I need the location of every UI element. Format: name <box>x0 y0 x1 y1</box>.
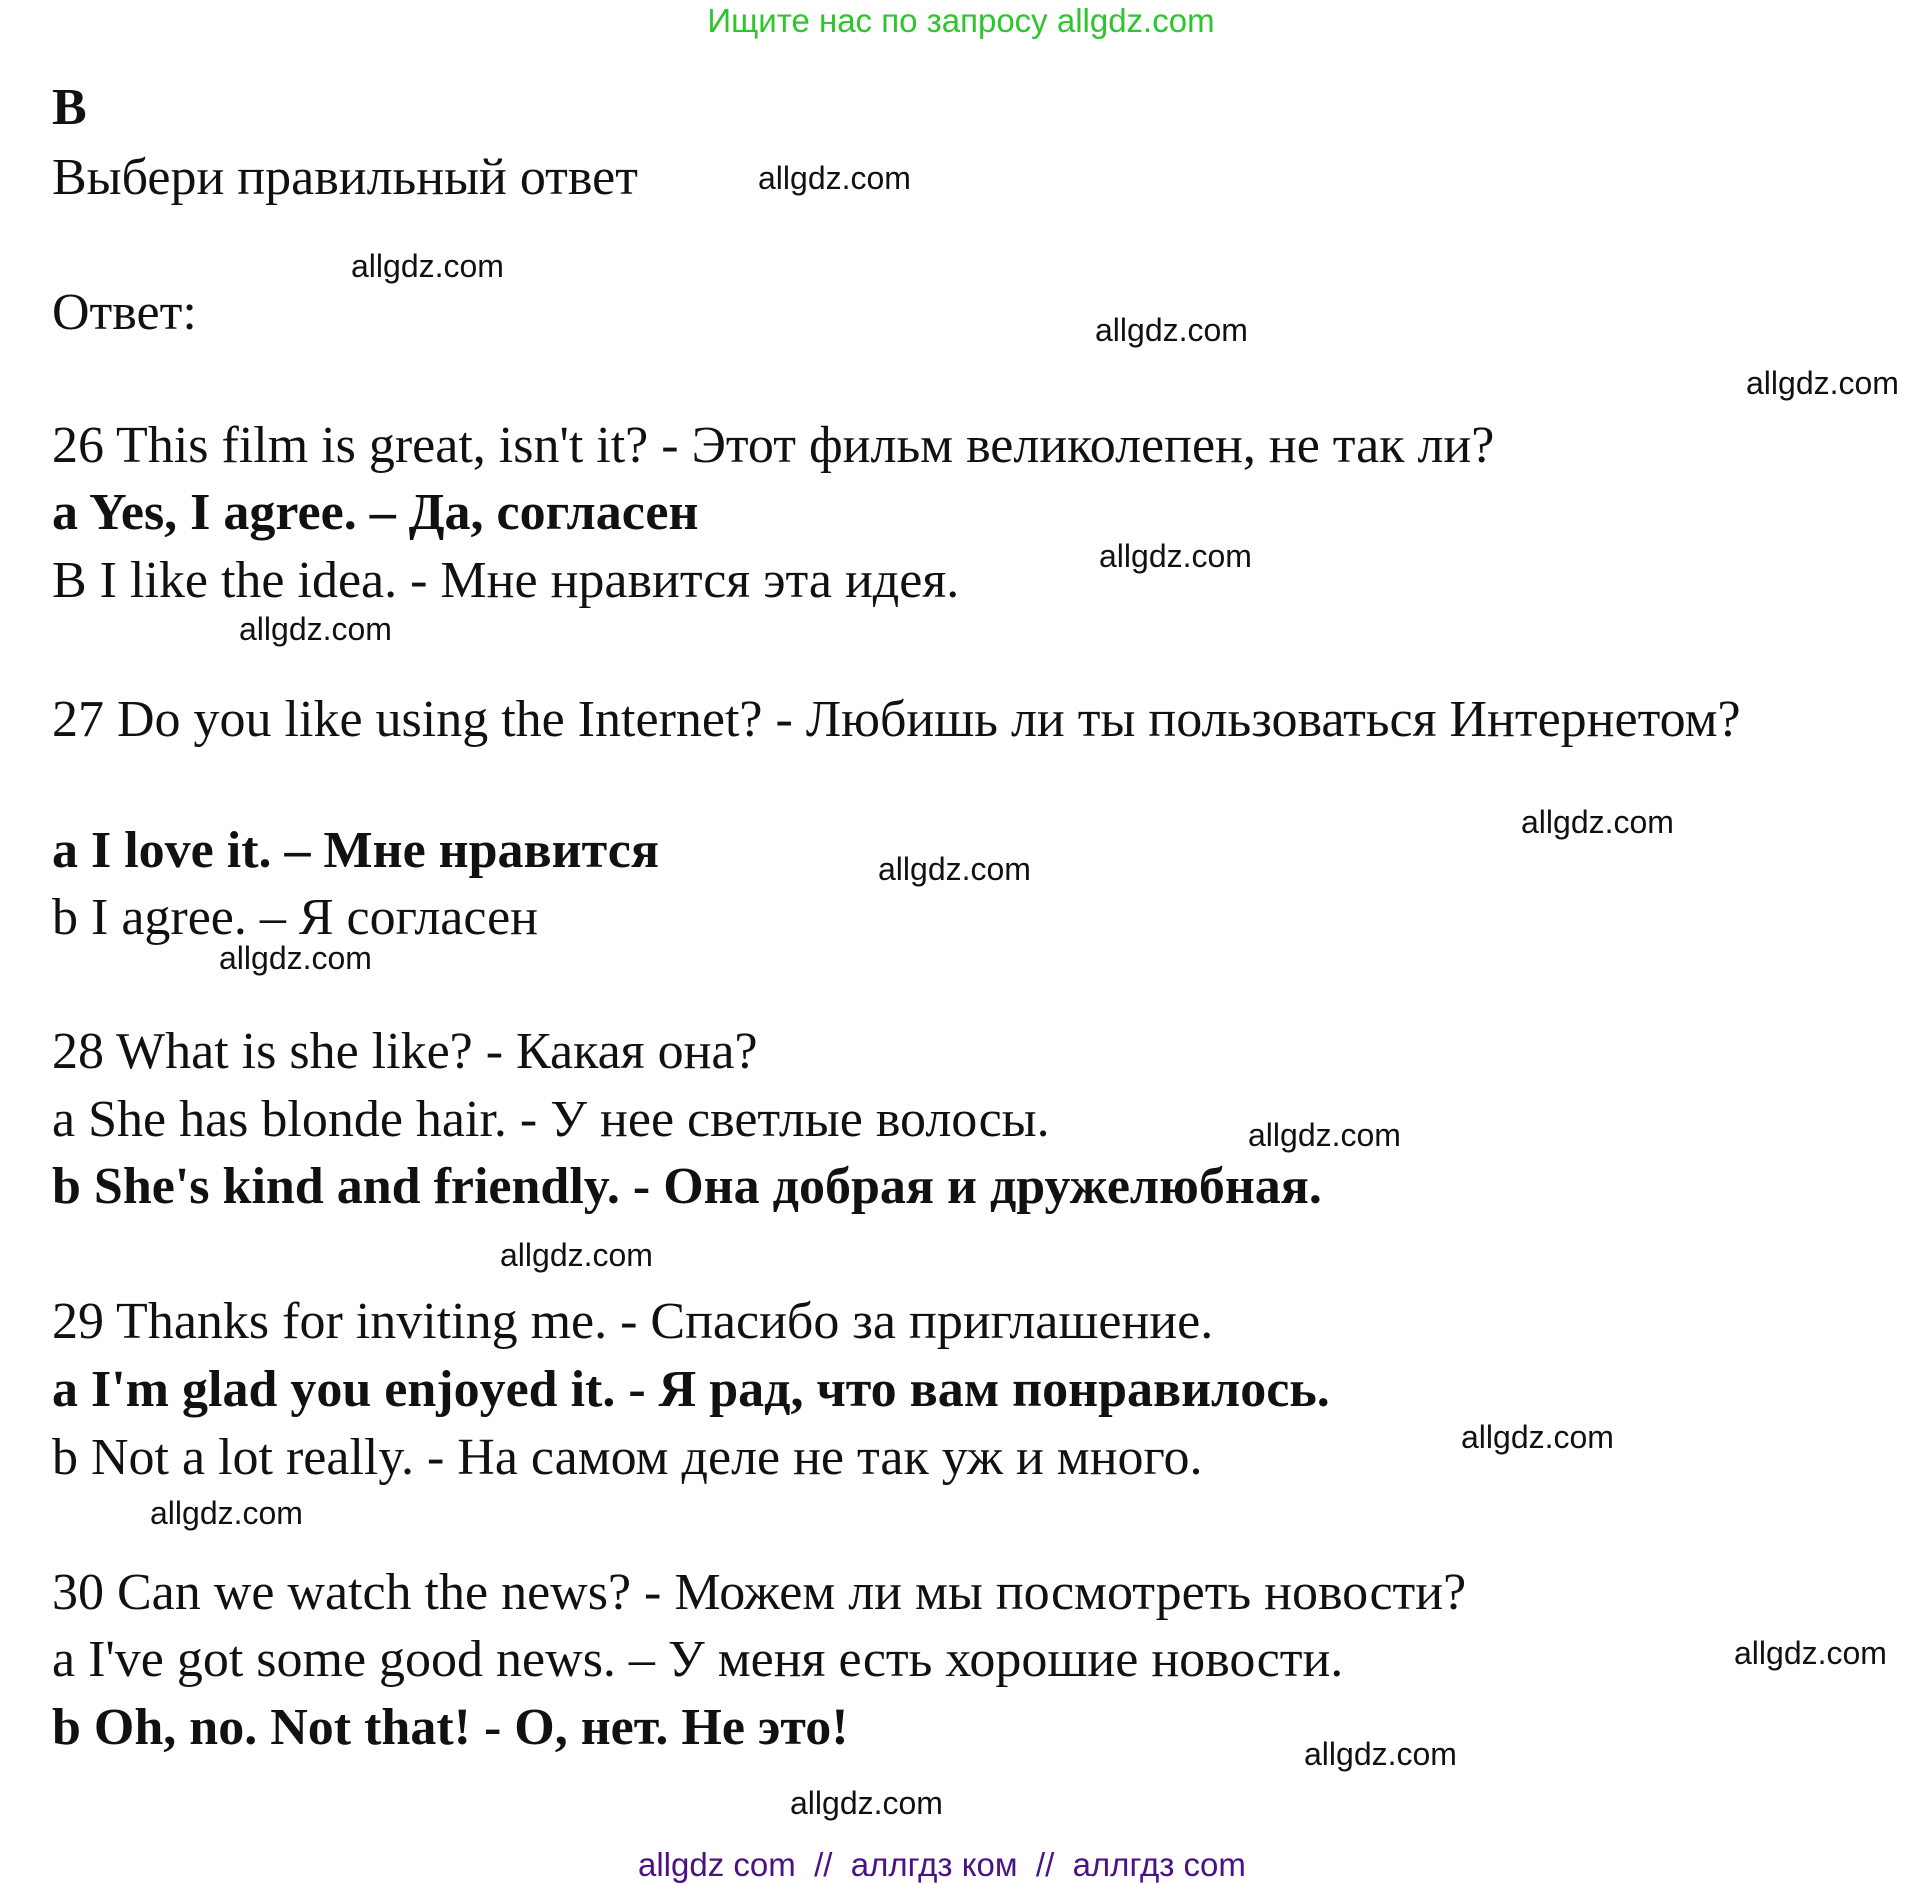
option-27-b: b I agree. – Я согласен <box>52 889 538 946</box>
watermark: allgdz.com <box>758 160 911 196</box>
watermark: allgdz.com <box>1304 1736 1457 1772</box>
watermark: allgdz.com <box>878 851 1031 887</box>
section-letter: B <box>52 79 87 136</box>
question-27: 27 Do you like using the Internet? - Любишь ли ты пользоваться Интернетом? <box>52 691 1741 748</box>
watermark: allgdz.com <box>1461 1419 1614 1455</box>
watermark: allgdz.com <box>1521 804 1674 840</box>
option-26-b: B I like the idea. - Мне нравится эта идея. <box>52 552 960 609</box>
option-27-a: a I love it. – Мне нравится <box>52 822 659 879</box>
question-28: 28 What is she like? - Какая она? <box>52 1023 758 1080</box>
question-30: 30 Can we watch the news? - Можем ли мы посмотреть новости? <box>52 1564 1467 1621</box>
instruction: Выбери правильный ответ <box>52 149 638 206</box>
footer-watermark: allgdz com // аллгдз ком // аллгдз com <box>638 1846 1246 1883</box>
watermark: allgdz.com <box>1095 312 1248 348</box>
watermark: allgdz.com <box>1746 365 1899 401</box>
watermark: allgdz.com <box>351 248 504 284</box>
site-search-banner: Ищите нас по запросу allgdz.com <box>707 2 1215 39</box>
option-28-a: a She has blonde hair. - У нее светлые волосы. <box>52 1091 1050 1148</box>
option-30-a: a I've got some good news. – У меня есть хорошие новости. <box>52 1631 1344 1688</box>
watermark: allgdz.com <box>500 1237 653 1273</box>
option-26-a: a Yes, I agree. – Да, согласен <box>52 484 699 541</box>
watermark: allgdz.com <box>1734 1635 1887 1671</box>
watermark: allgdz.com <box>1099 538 1252 574</box>
option-30-b: b Oh, no. Not that! - О, нет. Не это! <box>52 1699 849 1756</box>
question-29: 29 Thanks for inviting me. - Спасибо за приглашение. <box>52 1293 1214 1350</box>
watermark: allgdz.com <box>239 611 392 647</box>
watermark: allgdz.com <box>219 940 372 976</box>
watermark: allgdz.com <box>150 1495 303 1531</box>
watermark: allgdz.com <box>1248 1117 1401 1153</box>
question-26: 26 This film is great, isn't it? - Этот фильм великолепен, не так ли? <box>52 417 1495 474</box>
answer-label: Ответ: <box>52 284 197 341</box>
option-28-b: b She's kind and friendly. - Она добрая и дружелюбная. <box>52 1158 1322 1215</box>
watermark: allgdz.com <box>790 1785 943 1821</box>
option-29-a: a I'm glad you enjoyed it. - Я рад, что вам понравилось. <box>52 1361 1330 1418</box>
option-29-b: b Not a lot really. - На самом деле не так уж и много. <box>52 1429 1203 1486</box>
